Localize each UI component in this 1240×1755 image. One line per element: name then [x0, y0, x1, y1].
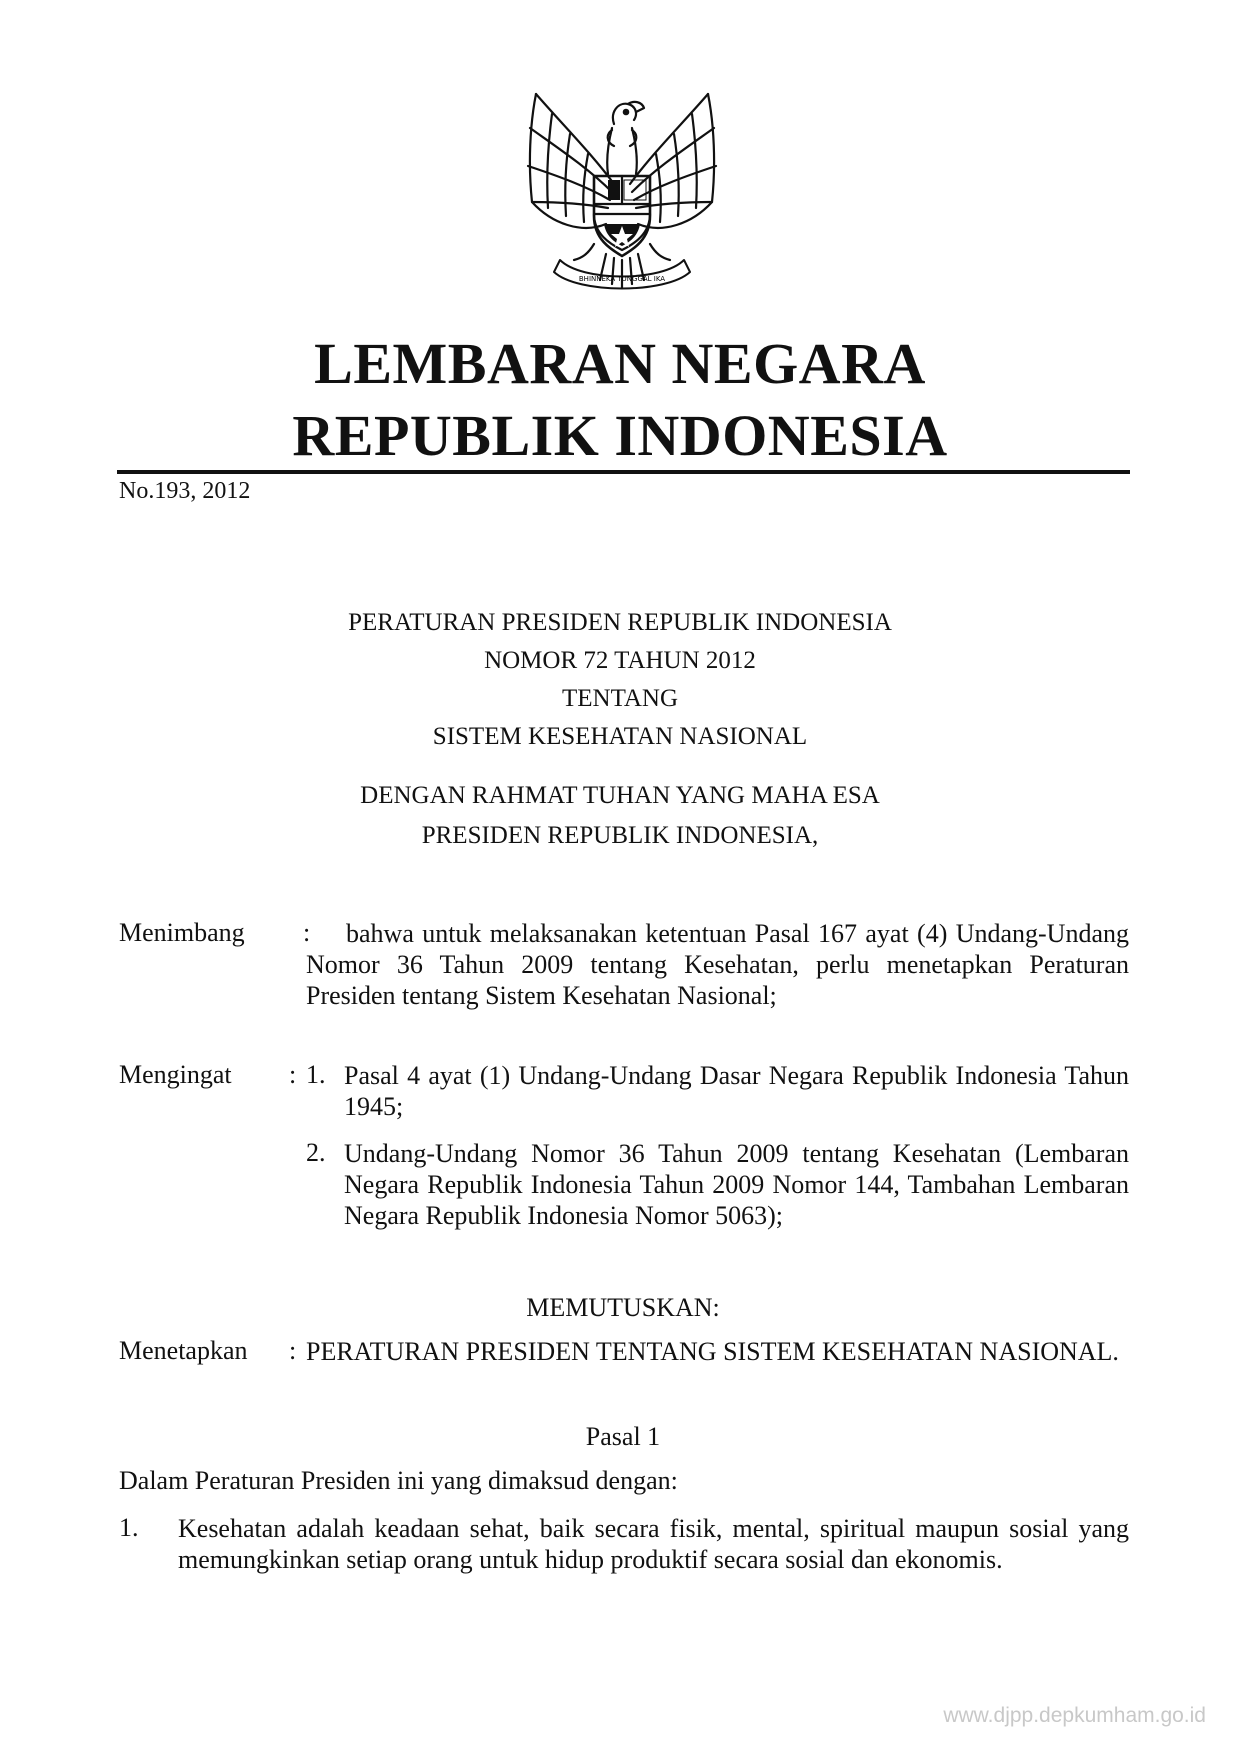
mengingat-colon: : [289, 1060, 297, 1089]
mengingat-label: Mengingat [119, 1060, 232, 1089]
pasal-item-text: Kesehatan adalah keadaan sehat, baik secara fisik, mental, spiritual maupun sosial yang memungkinkan setiap orang untuk hidup produktif secara sosial dan ekonomis. [178, 1514, 1129, 1574]
mengingat-item-number: 1. [306, 1060, 326, 1089]
masthead-title-line2: REPUBLIK INDONESIA [292, 403, 948, 468]
mengingat-item-text: Pasal 4 ayat (1) Undang-Undang Dasar Negara Republik Indonesia Tahun 1945; [344, 1061, 1129, 1121]
regulation-title: PERATURAN PRESIDEN REPUBLIK INDONESIA [348, 609, 892, 636]
regulation-subject: SISTEM KESEHATAN NASIONAL [432, 723, 808, 750]
mengingat-item-number: 2. [306, 1138, 326, 1167]
menetapkan-label: Menetapkan [119, 1336, 248, 1365]
masthead-title-line1: LEMBARAN NEGARA [314, 331, 926, 396]
pasal-item-number: 1. [119, 1513, 139, 1542]
emblem-motto: BHINNEKA TUNGGAL IKA [578, 275, 666, 283]
garuda-emblem-icon [522, 84, 722, 300]
pasal-intro: Dalam Peraturan Presiden ini yang dimaksud dengan: [119, 1466, 678, 1495]
memutuskan-heading: MEMUTUSKAN: [526, 1293, 720, 1322]
issuer: PRESIDEN REPUBLIK INDONESIA, [421, 822, 819, 849]
menimbang-colon: : [303, 918, 311, 947]
mengingat-item-text: Undang-Undang Nomor 36 Tahun 2009 tentang Kesehatan (Lembaran Negara Republik Indonesia Tahun 2009 Nomor 144, Tambahan Lembaran Negara Republik Indonesia Nomor 5063); [344, 1139, 1129, 1230]
masthead-rule [117, 470, 1130, 474]
regulation-about: TENTANG [561, 685, 679, 712]
pasal-title: Pasal 1 [585, 1422, 661, 1451]
invocation: DENGAN RAHMAT TUHAN YANG MAHA ESA [360, 782, 880, 809]
menimbang-label: Menimbang [119, 918, 245, 947]
issue-number: No.193, 2012 [119, 478, 251, 504]
menetapkan-colon: : [289, 1336, 297, 1365]
regulation-number: NOMOR 72 TAHUN 2012 [484, 647, 756, 674]
menimbang-text: bahwa untuk melaksanakan ketentuan Pasal 167 ayat (4) Undang-Undang Nomor 36 Tahun 2009 tentang Kesehatan, perlu menetapkan Peraturan Presiden tentang Sistem Kesehatan Nasional; [306, 919, 1129, 1010]
footer-url: www.djpp.depkumham.go.id [943, 1704, 1206, 1727]
menetapkan-text: PERATURAN PRESIDEN TENTANG SISTEM KESEHATAN NASIONAL. [306, 1337, 1119, 1366]
